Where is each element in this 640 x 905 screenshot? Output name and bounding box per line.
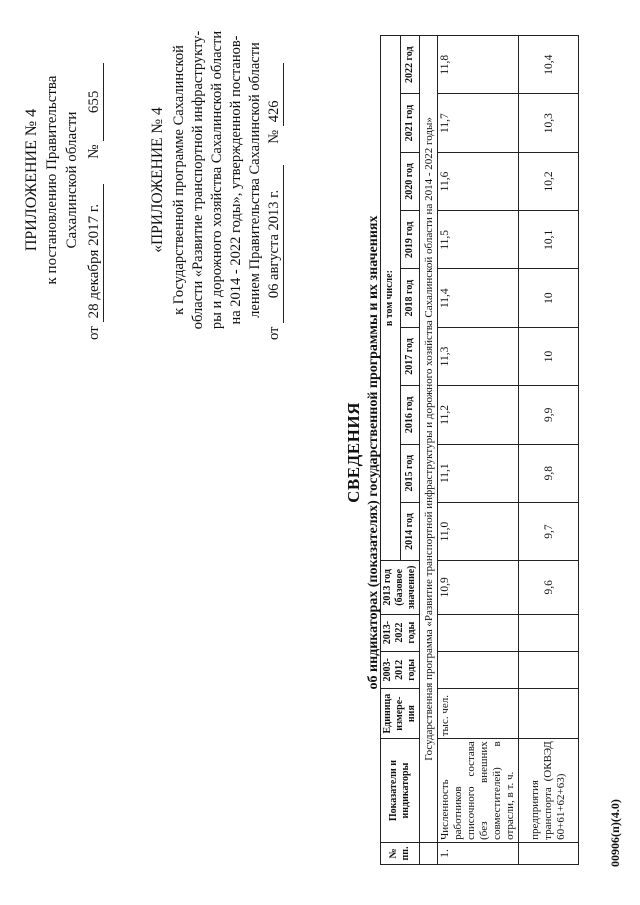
header-year: 2014 год bbox=[400, 502, 420, 560]
program-date: 06 августа 2013 г. bbox=[266, 165, 284, 323]
header-year: 2021 год bbox=[400, 94, 420, 152]
row-value: 11,3 bbox=[438, 327, 519, 385]
program-appendix-line: лением Правительства Сахалинской области bbox=[247, 42, 263, 318]
row-unit: тыс. чел. bbox=[438, 688, 519, 738]
header-year: 2020 год bbox=[400, 152, 420, 210]
number-label: № bbox=[266, 129, 282, 144]
header-2013-2022: 2013-2022 годы bbox=[381, 614, 420, 651]
row-value: 10,4 bbox=[519, 36, 579, 94]
document-code: 00906(п)(4.0) bbox=[608, 799, 622, 867]
row-value: 11,0 bbox=[438, 502, 519, 560]
row-value: 11,8 bbox=[438, 36, 519, 94]
row-value: 11,2 bbox=[438, 386, 519, 444]
row-value: 10,1 bbox=[519, 211, 579, 269]
from-label: от bbox=[266, 326, 282, 340]
program-num-cell bbox=[420, 842, 438, 864]
program-appendix-line: на 2014 - 2022 годы», утвержденной постанов- bbox=[228, 35, 244, 325]
row-name: предприятия транспорта (ОКВЭД 60+61+62+63) bbox=[519, 739, 579, 843]
header-num: № пп. bbox=[381, 842, 420, 864]
row-name: Численность работников списочного состава (без внешних совместителей) в отрасли, в т. ч. bbox=[438, 739, 519, 843]
row-value: 10 bbox=[519, 269, 579, 327]
program-appendix-line: области «Развитие транспортной инфраструкту- bbox=[190, 30, 206, 330]
appendix-title: ПРИЛОЖЕНИЕ № 4 bbox=[23, 108, 40, 252]
decree-number: 655 bbox=[86, 63, 104, 141]
header-indicators: Показатели и индикаторы bbox=[381, 739, 420, 843]
row-unit bbox=[519, 688, 579, 738]
program-number: 426 bbox=[266, 63, 284, 126]
program-appendix-title: «ПРИЛОЖЕНИЕ № 4 bbox=[149, 107, 166, 253]
row-value: 9,6 bbox=[519, 561, 579, 614]
decree-date: 28 декабря 2017 г. bbox=[86, 184, 104, 322]
row-value: 10,9 bbox=[438, 561, 519, 614]
row-value: 10 bbox=[519, 327, 579, 385]
row-value: 11,4 bbox=[438, 269, 519, 327]
title-main: СВЕДЕНИЯ bbox=[344, 402, 363, 503]
from-label: от bbox=[86, 326, 102, 340]
program-name: Государственная программа «Развитие транспортной инфраструктуры и дорожного хозяйства Сахалинской области на 2014 - 2022 годы» bbox=[420, 36, 438, 843]
header-year: 2018 год bbox=[400, 269, 420, 327]
program-appendix-line: к Государственной программе Сахалинской bbox=[171, 45, 187, 315]
program-row bbox=[420, 36, 438, 865]
row-2003-2012 bbox=[519, 651, 579, 688]
header-including: в том числе: bbox=[381, 36, 401, 561]
row-num: 1. bbox=[438, 842, 519, 864]
row-value: 10,2 bbox=[519, 152, 579, 210]
header-year: 2017 год bbox=[400, 327, 420, 385]
row-2013-2022 bbox=[438, 614, 519, 651]
row-2003-2012 bbox=[438, 651, 519, 688]
row-value: 11,5 bbox=[438, 211, 519, 269]
appendix-line: Сахалинской области bbox=[64, 111, 80, 249]
indicators-table bbox=[380, 35, 579, 865]
number-label: № bbox=[86, 144, 102, 159]
row-num bbox=[519, 842, 579, 864]
row-value: 11,6 bbox=[438, 152, 519, 210]
appendix-line: к постановлению Правительства bbox=[44, 75, 60, 285]
header-year: 2016 год bbox=[400, 386, 420, 444]
row-value: 9,8 bbox=[519, 444, 579, 502]
document-title bbox=[344, 0, 382, 905]
row-value: 11,7 bbox=[438, 94, 519, 152]
program-appendix-header bbox=[148, 20, 284, 340]
program-appendix-line: ры и дорожного хозяйства Сахалинской области bbox=[209, 30, 225, 330]
header-year: 2022 год bbox=[400, 36, 420, 94]
header-year: 2015 год bbox=[400, 444, 420, 502]
appendix-header bbox=[22, 20, 104, 340]
header-2003-2012: 2003-2012 годы bbox=[381, 651, 420, 688]
table-row bbox=[519, 36, 579, 865]
header-2013: 2013 год (базовое значение) bbox=[381, 561, 420, 614]
table-row bbox=[438, 36, 519, 865]
row-value: 11,1 bbox=[438, 444, 519, 502]
table-header-row bbox=[381, 36, 401, 865]
row-value: 10,3 bbox=[519, 94, 579, 152]
header-unit: Единица измере-ния bbox=[381, 688, 420, 738]
title-sub: об индикаторах (показателях) государственной программы и их значениях bbox=[366, 215, 381, 690]
row-value: 9,9 bbox=[519, 386, 579, 444]
header-year: 2019 год bbox=[400, 211, 420, 269]
row-2013-2022 bbox=[519, 614, 579, 651]
row-value: 9,7 bbox=[519, 502, 579, 560]
